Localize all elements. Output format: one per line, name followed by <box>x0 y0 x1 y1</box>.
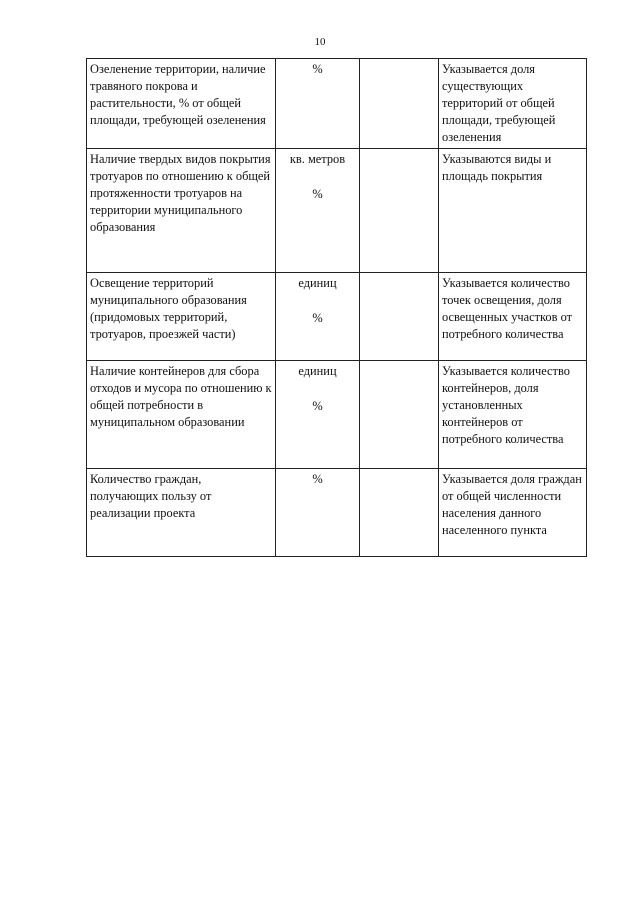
value-cell <box>360 59 439 149</box>
criterion-name: Количество граждан, получающих пользу от реализации проекта <box>87 469 276 557</box>
unit-cell <box>276 149 360 273</box>
page-number: 10 <box>314 36 326 48</box>
criterion-note: Указывается доля существующих территорий от общей площади, требующей озеленения <box>439 59 587 149</box>
table-row <box>87 361 587 469</box>
criterion-note: Указываются виды и площадь покрытия <box>439 149 587 273</box>
unit-cell <box>276 469 360 557</box>
table-row <box>87 469 587 557</box>
unit-primary: % <box>312 472 323 486</box>
unit-primary: единиц <box>298 364 337 378</box>
unit-primary: % <box>312 62 323 76</box>
unit-secondary: % <box>312 311 323 325</box>
table-row <box>87 149 587 273</box>
value-cell <box>360 361 439 469</box>
criterion-name: Озеленение территории, наличие травяного покрова и растительности, % от общей площади, требующей озеленения <box>87 59 276 149</box>
criterion-name: Наличие контейнеров для сбора отходов и мусора по отношению к общей потребности в муниципальном образовании <box>87 361 276 469</box>
unit-primary: единиц <box>298 276 337 290</box>
criterion-note: Указывается количество точек освещения, доля освещенных участков от потребного количества <box>439 273 587 361</box>
table-row <box>87 59 587 149</box>
unit-primary: кв. метров <box>289 152 346 166</box>
criterion-note: Указывается доля граждан от общей численности населения данного населенного пункта <box>439 469 587 557</box>
unit-cell <box>276 361 360 469</box>
unit-cell <box>276 59 360 149</box>
value-cell <box>360 469 439 557</box>
criteria-table <box>86 58 587 557</box>
unit-cell <box>276 273 360 361</box>
criterion-name: Освещение территорий муниципального образования (придомовых территорий, тротуаров, проезжей части) <box>87 273 276 361</box>
table-row <box>87 273 587 361</box>
unit-secondary: % <box>312 187 323 201</box>
criterion-name: Наличие твердых видов покрытия тротуаров по отношению к общей протяженности тротуаров на территории муниципального образования <box>87 149 276 273</box>
unit-secondary: % <box>312 399 323 413</box>
criterion-note: Указывается количество контейнеров, доля установленных контейнеров от потребного количества <box>439 361 587 469</box>
value-cell <box>360 149 439 273</box>
value-cell <box>360 273 439 361</box>
